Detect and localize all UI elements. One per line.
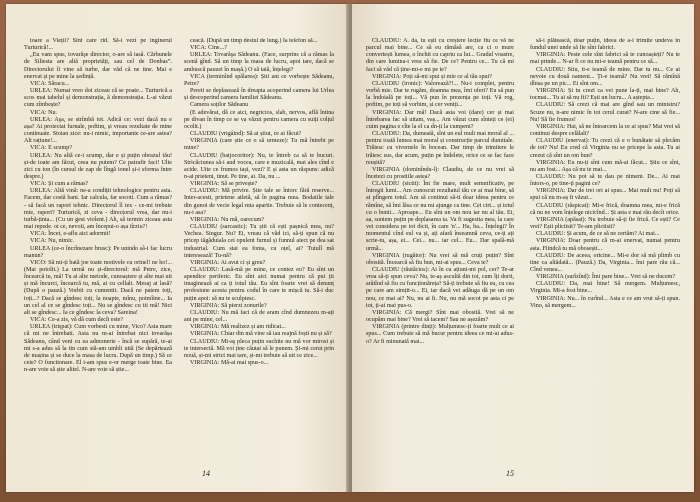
dialogue-paragraph: ceacă. (După un timp destul de lung.) Ia telefon să... [190,38,318,44]
dialogue-paragraph: URLEA: Numai vreo doi ziceau că se poate... Turturică a scos mai tabelul și demonstrația, ă demonstrația. L-ai văzut cum zîmbește? [24,88,172,109]
dialogue-paragraph: VIRGINIA: Mă-ai mai spus-o... [190,360,269,367]
dialogue-paragraph: CLAUDIU (sarcastic): Tu știi că ești pașnică mea, nu? Vechea. Singur. Nu? Ei, vreau că văd ici, să-ți spun că nu pricep tăgăduiala cei opulent furnul și funnul aiect pe dea sat industrial. Cum stai ea fonta, cu oțel, ai? Tutulî mă interesează! Tu-nă? [184,224,334,259]
dialogue-paragraph: CLAUDIU: Mi-aş pleca puțin suchite nu mă vor mirosi și te intersectă. Mă voi ține căutat să le punem. Și-mi cerut prin nouă, și-mi strict mai tare, și-mi trebuie să uit ce zice... [184,338,334,359]
left-page [6,4,348,492]
dialogue-paragraph: VIRGINIA: Nu mă, oarecum? [190,216,265,223]
dialogue-paragraph: URLEA: Tovarăşa Sădeanu. (Face, surprins că a rămas la scenă gînd. Să un timp la masa de lucru, apoi tare, dacă se ambuscă pauzei în mașă.) O să taiă, înțelegi? [184,52,334,73]
dialogue-paragraph: CLAUDIU (enervat): Tu crezi că e o bunătate să plecăm de tot? Nu! Eu cred că Virginia nu se pricepe la asta. Tu ai crezut că sînt un om bun? [530,138,680,159]
dialogue-paragraph: VIRGINIA: Eu nu-ți sînt cum mă-ai făcut... Știu ce sînt, nu am fost... Așa că nu te mai... [530,159,680,173]
dialogue-paragraph: CLAUDIU: A. da, tu ești cu creștere lecție fiu ce vă ne parcul mai bine... Ce să eu rămăsă are, ca ci o mure convertești lumea, o închit cu capriu ca lut... Gradul voastre, din care lumina-i vrea să fie. De ce? Pentru ce... Tu că mi faci să văd că ține-mi-e mi pe te? [366,38,514,73]
page-number: 15 [506,469,514,478]
left-page-column-2 [184,38,334,478]
dialogue-paragraph: CLAUDIU: Stiu, ti-e teamă de mine. Dar tu nu... Ce ai nevoie cu două oameni... Ți-e teamă? Nu vrei! Să rămînă dînsa pe un pic... Ei sînt om... [530,66,680,87]
left-page-column-1 [24,38,172,478]
dialogue-paragraph: URLEA: Nu altă ce-i scump, dar e și puțin obrazul tău! și-de toate am făcut, ceea nu putem? Ce patrafir faci! Ulie zici cu ton (în cursul de zap de lîngă ionel și-i sforma între despre.) [24,152,172,180]
dialogue-paragraph: VIRGINIA (rugător): Nu vrei să mă cruți puțin? Sînt obosită. Încearcă să fiu bun, mi-ai spus... Ceva te? [366,252,514,266]
dialogue-paragraph: VIRGINIA: Nu... în curînd... Asta e ce am vrut să-ți spun. Vino, să mergem... [530,295,680,309]
dialogue-paragraph: VICA: Cine...? [190,45,227,52]
dialogue-paragraph: VICA: E scump? [30,145,72,152]
dialogue-paragraph: VIRGINIA: Dar mă! Dacă asta voi (dare) cer și mai întrebarea fac să uitam, vaș... Am văzut cum sînteți ce (ei) cuim pagina e cîte la el ca dn-ți la cumpeni? [366,109,514,130]
dialogue-paragraph: VIRGINIA: Dar de trei ori ai spus... Mai mult nu! Poți să spui că nu m-aș fi văzut... [530,188,680,202]
dialogue-paragraph: CLAUDIU (răutăcios): Ai în cu ațiuni-mi pol, cer? Te-ar vrea să-ți spun ceva? Nu, te-aș ascultă din tot, cum îți dorit, arătînd să fiu cu funcționăreța? Să-ți trebuie să fiu eu, cu cea pe care am simțit-o... Ei, iar dacă vei adăuga dă pe un om nou, ce mai ai? Nu, nu ai fi. Nu, nu mă socot pe asta ci pe tot, ți-ai mai pus-o. [366,267,514,309]
dialogue-paragraph: URLEA: Aşa, se strîmbă tot. Adică ce: vezi dacă nu e așa? Ai proiectat furnale, poftim, și vreau rezultate de mine continuate. Stoian zice: nu-i nimic, importante ce-are astea? Alt rațiune!... [24,116,172,145]
dialogue-paragraph: VIRGINIA: Ai avut ci și greu? [190,259,266,266]
dialogue-paragraph: CLAUDIU: Da, dumeată, sînt un eul mult mai moral al ... pentru toată lumea mai moral și construcție parcul dumitale. Trăiesc cu vivernele în bocean. Dar timp de trimitere le trăiesc sus, dar acum, puțin pe îndelete, orice ce se fac face reușită? [366,131,514,166]
dialogue-paragraph: VIRGINIA (dominîndu-l): Claudiu, de ce nu vrei să încetezi cu prostiile astea? [366,166,514,180]
dialogue-paragraph: CLAUDIU: Mă privire. Știe tale se întorc fără reserve... Inter-acesti, prietene atletă, să în pagina mea. Bodaiile tale din gunoi de vecie legal mia apartie. Trebuie să le contecenț, nu-i asa? [184,188,334,216]
dialogue-paragraph: CLAUDIU (vrigâind): Să ai știut, ce ai făcut? [190,131,302,138]
dialogue-paragraph: să-i plătească, doar puțin, ideea de a-i trimite undeva în fundul unei unde să fie sînt fabrici. [530,38,680,52]
dialogue-paragraph: toare a Vieții? Sînt care rid. Să-i vezi pe inginerul Turturică!... [24,38,172,52]
page-number: 14 [202,469,210,478]
dialogue-paragraph: VICA: Ce-a zis, vă dă cum decît este? [30,317,124,324]
dialogue-paragraph: VIRGINIA: Că mergi? Sînt mai obosită. Vrei să ne ocupăm mai bine? Vrei să tacem? Sau ne așezăm? [366,309,514,324]
dialogue-paragraph: CLAUDIU: De aceea, oricine... Mi-e dor să mă plimb cu tine ca altădată... (Pauză.) Da, Virginia... îmi pare rău că... Cînd venea... [530,252,680,273]
right-page-column-1 [366,38,514,478]
dialogue-paragraph: VICO: Să mi-ți bată joe toate motivele cu orinel! ne ho!... (Mai potolit.) La urmă nu și-directorul: mă Petre, zice, încearcă tu, mă! Tu ai alte metode, cunoaștere și alte mai uit și mă încurci, încearcă tu, mă, ai cu cellalt. Mesaj ai lasă? (După o pauză.) Vorbit cu cumentit. Dacă ne patem toți, toți...? Dacă se gîndesc toți, la noapte, mînu, poimîine... Ia un cel al ce se gîndesc toți... Nu se gîndesc cu tii mă! Nici alt se gîndesc... Ia ce gîndesc la ceva? Sareina! [24,259,172,316]
dialogue-paragraph: Pereti se deplasează în dreapta acoperind camera lui Urlea și descoperind camera familiei Sădeanu. [184,88,334,102]
dialogue-paragraph: VICA: Nu, nimic. [30,238,75,245]
dialogue-paragraph: CLAUDIU (batjocoritor): Nu, te întreb ca să te bucuri. Stricăciunea să-i aud vocea, care e muzicală, mai ales cînd e acide. Uite ce frumos tași, vezi? E și asta un răspuns: adică n-ai prieteni, tinut. Pe tine, ai. Da, nu ... [184,152,334,180]
dialogue-paragraph: VICA: Și cum a rămas? [30,181,89,188]
dialogue-paragraph: URLEA (trișpat): Cum vorbesti cu mine, Vico? Asta mare că mi ne întrebati. Asta nu m-ai întrebat nici tovarășa Sădeanu, când veni cu ea admonerie - încă se supără, te-ai mi s-a adus să la tin cum stă-am umbli uită (Se depărtează de mașina și se duce la masa de lucru. După un timp.) Să ce ceie? O functionare. El i-am spus e-or merge toate bine. Ea n-are voie să știe alitel. N-are voie să știe... [24,324,172,374]
dialogue-paragraph: VIRGINIA: Doar pentru că m-ai enervat, numai pentru asta. Fiindcă tu mă obosești... [530,238,680,252]
dialogue-paragraph: VIRGINIA: Mă realizez și am ridicat... [190,324,286,331]
dialogue-paragraph: VIRGINIA: Peste cele sînt fabrici să te cunoașteți? Nu te mai prinde... N-ar fi ce nu mi-e teamă pentru ce să... [530,52,680,66]
dialogue-paragraph: VICA: Încet, e-aflu aici adormit! [30,231,111,238]
dialogue-paragraph: VIRGINIA (printre dinți): Mulțumesc-ți foarte mult ce ai spus... Cum trebuie să mă bucur pentru ideea ce mi-ai adus-o? Ar fi minunată mai... [366,324,514,345]
dialogue-paragraph: VIRGINIA: Și tu crezi ca vei pune la-ți, mai bine? Ah, tocmai... Tu ai să nu fii? Ești un lucru... A aștepta... [530,88,680,102]
dialogue-paragraph: VICA (terminînd spălarea): Știi ani ce vorbește Sădeanu, Petre? [184,73,334,87]
dialogue-paragraph: VIRGINIA: Chiar din mă vine să iau reajnă foști nu și să? [190,331,332,338]
right-page-column-2 [530,38,680,478]
dialogue-paragraph: VIRGINIA: Să pierzi zonurile? [190,302,267,309]
dialogue-paragraph: VIRGINIA: Hai, să ne întoarcem la ce ai spus? Mai vrei să continui despre celălalt? [530,123,680,138]
dialogue-paragraph: VIRGINIA: Poți să-mi spui și mie ce al tău spui? [372,73,492,80]
dialogue-paragraph: (E adevărat, dă ce aici, negricios, slab, nervos, află întina pe divan în timp ce se va văzut pentru camera cu suiți colțul ocolit.) [184,109,334,130]
dialogue-paragraph: CLAUDIU: Să crezi că mai are gînd sau un ministru? Scuze nu, n-are nimic în tot cerul curat? N-are cine să fie... Nu! Să fie frumos! [530,102,680,123]
dialogue-paragraph: URLEA: Altă vină: ne-a condițit tehnologice pentru asta. Facem, dar costă bani. Iar calcula, far socoti. Cum a rămas? - să facă un raport tehnic. Directorul îl tex - ce-mi trebuie mie, raport? Turturică, zi ceva - direcțorul vrea, dar nu-i turbă-ținta... (Cu un gest violent.) Ah, să termin ziceau asta mai repede. oi ce, nevoii, am început-o așa tîrziu?! [24,188,172,231]
dialogue-paragraph: CLAUDIU (răspicat): Mi-e frică, doamna mea, mi-e frică că nu ne vom înțelege nicicînd... Și asta e mai rău decît orice. [530,202,680,216]
dialogue-paragraph: CLAUDIU (ironic): Valorează?!... Nu-i complet, pentru vorbă mie. Dar te rugăm, doamna mea, îmi oferi? Eu să pun la îndoială pe toți... Vă pun în prezența pe toți. Vă rog, poftim, pe toți să vorbim, și cer veniți... [366,80,514,109]
dialogue-paragraph: CLAUDIU: Nu mă faci că de aram cînd dumnezeu m-ați ani pe mine, cel... [184,309,334,324]
dialogue-paragraph: VICA: Nu. [30,109,58,116]
dialogue-paragraph: „Eu vam spus, tovarăşe director, o-are să iasă. Cărbunele de Siliesta are altă proprietăți, sau cel de Donbas”. Directorului îi vine să turbe, dar văd că ne tine. Mai e enervat și pe mine la ședință. [24,52,172,80]
dialogue-paragraph: CLAUDIU: Lasă-mă pe mine, ce contez eu? Eu sînt un apendice periferic. Eu sînt aici numai pentru că pui ții imaginează ai ca ți totul tău. Eu sînt foarte vrei să denunț profesiune acesta pentru codul în care te mișcă tu. Să-i duc puțin apoi: să nu te sculptesc. [184,267,334,302]
dialogue-paragraph: VIRGINIA (surîzînd): Îmi pare bine... Vrei să ne ducem? [536,274,676,281]
dialogue-paragraph: VICA: Săracu... [30,80,70,87]
dialogue-paragraph: CLAUDIU: Da, mai bine! Să mergem. Mulțumesc, Virginia. Mi-a fost bine... [530,281,680,295]
dialogue-paragraph: CLAUDIU (sictit): Înt fie mare, mult semnificativ, pe întregii lumi... Am cunoscut rezultatul tău ce ai mai bine, să ai plîngem totul. Am să continui să-ti doar ideea pentru ce rămîne, să îmi lăsa ce nu mi ajunge ca tine. Cei cirt... și totul cu o bunii... Aproape... Eu sînt un om nou iar nu al tău. Ei, aa, suntem puțin pe deplasarea ta. Va fi sugestia mea, la care vei considera pe tot dicit, în care 'n'... Ha, ha... Înțelegi? În momentul cînd eul va și, ați afară înseamnă ceva, ce-ți ați scrie-tu, așa, ei... Cei... nu... iar cel... Eu... Dar spală-mă urmă... [366,181,514,252]
dialogue-paragraph: CLAUDIU: Și acum, de ce să ne certăm? Ai mai... [536,231,660,238]
dialogue-paragraph: VIRGINIA: Să se privește? [190,181,258,188]
dialogue-paragraph: Camera soților Sădeanu [190,102,249,109]
dialogue-paragraph: VIRGINIA (apăsat): Nu trebuie să-ți fie frică. Ce ești? Ce vrei? Ești plictisit? Te-am plictisit? [530,216,680,231]
dialogue-paragraph: VIRGINIA (care știe ce o să urmeze): Tu mă întrebi pe mine? [184,138,334,152]
dialogue-paragraph: CLAUDIU: Nu pot să te dau pe nimeni. De... Ai mai întors-o, pe tine-ți pagini ce? [530,173,680,188]
dialogue-paragraph: URLEA (ce-o încrînezare brusc): Pe unindo sâ-i fac lucru manun? [24,245,172,259]
right-page [352,4,694,492]
